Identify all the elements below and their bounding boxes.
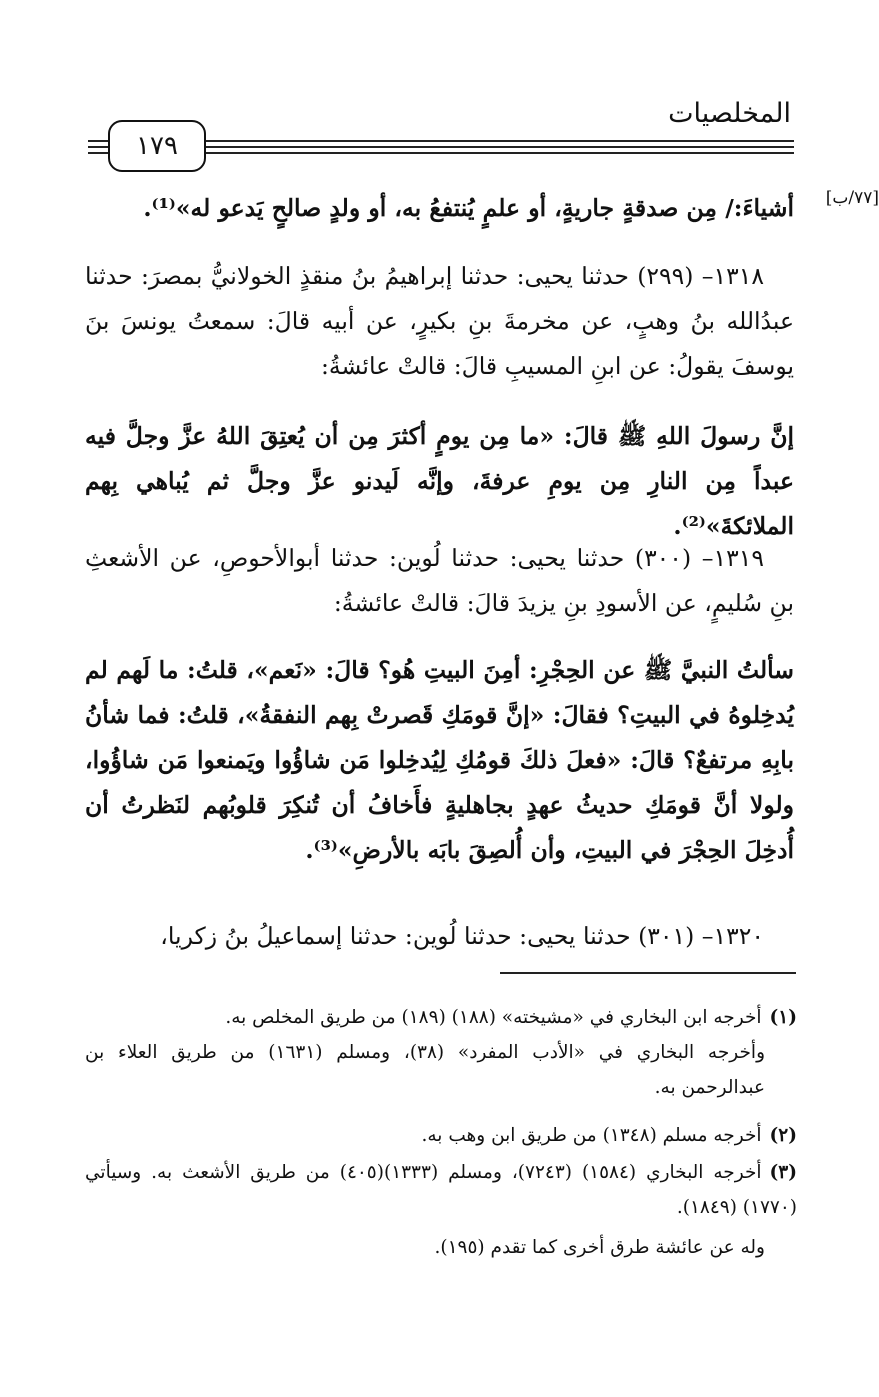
footnote-3-cont: وله عن عائشة طرق أخرى كما تقدم (١٩٥). bbox=[434, 1237, 765, 1258]
footnote-2 bbox=[85, 1118, 797, 1153]
running-title: المخلصيات bbox=[668, 98, 791, 129]
footnote-2-number: (٢) bbox=[769, 1125, 797, 1146]
footnote-1-cont: وأخرجه البخاري في «الأدب المفرد» (٣٨)، ومسلم (١٦٣١) من طريق العلاء بن عبدالرحمن به. bbox=[85, 1042, 765, 1098]
paragraph-isnad-1319: ١٣١٩– (٣٠٠) حدثنا يحيى: حدثنا لُوين: حدثنا أبوالأحوصِ، عن الأشعثِ بنِ سُليمٍ، عن الأسودِ بنِ يزيدَ قالَ: قالتْ عائشةُ: bbox=[85, 544, 794, 617]
paragraph-isnad-1320: ١٣٢٠– (٣٠١) حدثنا يحيى: حدثنا لُوين: حدثنا إسماعيلُ بنُ زكريا، bbox=[160, 922, 764, 950]
paragraph-matn-1318: إنَّ رسولَ اللهِ ﷺ قالَ: «ما مِن يومٍ أكثرَ مِن أن يُعتِقَ اللهُ عزَّ وجلَّ فيه عبداً مِن النارِ مِن يومِ عرفةَ، وإنَّه لَيدنو عزَّ وجلَّ ثم يُباهي بِهم الملائكةَ»⁽²⁾. bbox=[85, 422, 794, 540]
footnote-1-number: (١) bbox=[769, 1007, 797, 1028]
footnote-2-line-1: أخرجه مسلم (١٣٤٨) من طريق ابن وهب به. bbox=[421, 1125, 762, 1146]
footnote-1-line-1: أخرجه ابن البخاري في «مشيخته» (١٨٨) (١٨٩) من طريق المخلص به. bbox=[225, 1007, 762, 1028]
footnote-3-line-1: أخرجه البخاري (١٥٨٤) (٧٢٤٣)، ومسلم (١٣٣٣)(٤٠٥) من طريق الأشعث به. وسيأتي (١٧٧٠) (١٨٤٩). bbox=[85, 1162, 797, 1218]
footnote-3-number: (٣) bbox=[769, 1162, 797, 1183]
manuscript-folio-note: [٧٧/ب] bbox=[825, 188, 879, 208]
paragraph-hadith-end: أشياءَ:/ مِن صدقةٍ جاريةٍ، أو علمٍ يُنتفعُ به، أو ولدٍ صالحٍ يَدعو له»⁽¹⁾. bbox=[143, 194, 794, 222]
page-number: ١٧٩ bbox=[108, 120, 206, 172]
footnote-1 bbox=[85, 1000, 797, 1035]
paragraph-isnad-1318: ١٣١٨– (٢٩٩) حدثنا يحيى: حدثنا إبراهيمُ بنُ منقذٍ الخولانيُّ بمصرَ: حدثنا عبدُالله بنُ وهبٍ، عن مخرمةَ بنِ بكيرٍ، عن أبيه قالَ: سمعتُ يونسَ بنَ يوسفَ يقولُ: عن ابنِ المسيبِ قالَ: قالتْ عائشةُ: bbox=[85, 262, 794, 380]
paragraph-matn-1319: سألتُ النبيَّ ﷺ عن الحِجْرِ: أمِنَ البيتِ هُو؟ قالَ: «نَعم»، قلتُ: ما لَهم لم يُدخِلوهُ في البيتِ؟ فقالَ: «إنَّ قومَكِ قَصرتْ بِهم النفقةُ»، قلتُ: فما شأنُ بابِهِ مرتفعٌ؟ قالَ: «فعلَ ذلكَ قومُكِ لِيُدخِلوا مَن شاؤُوا ويَمنعوا مَن شاؤُوا، ولولا أنَّ قومَكِ حديثُ عهدٍ بجاهليةٍ فأَخافُ أن تُنكِرَ قلوبُهم لنَظرتُ أن أُدخِلَ الحِجْرَ في البيتِ، وأن أُلصِقَ بابَه بالأرضِ»⁽³⁾. bbox=[85, 656, 794, 864]
footnote-3 bbox=[85, 1155, 797, 1225]
footnote-separator bbox=[500, 972, 796, 974]
